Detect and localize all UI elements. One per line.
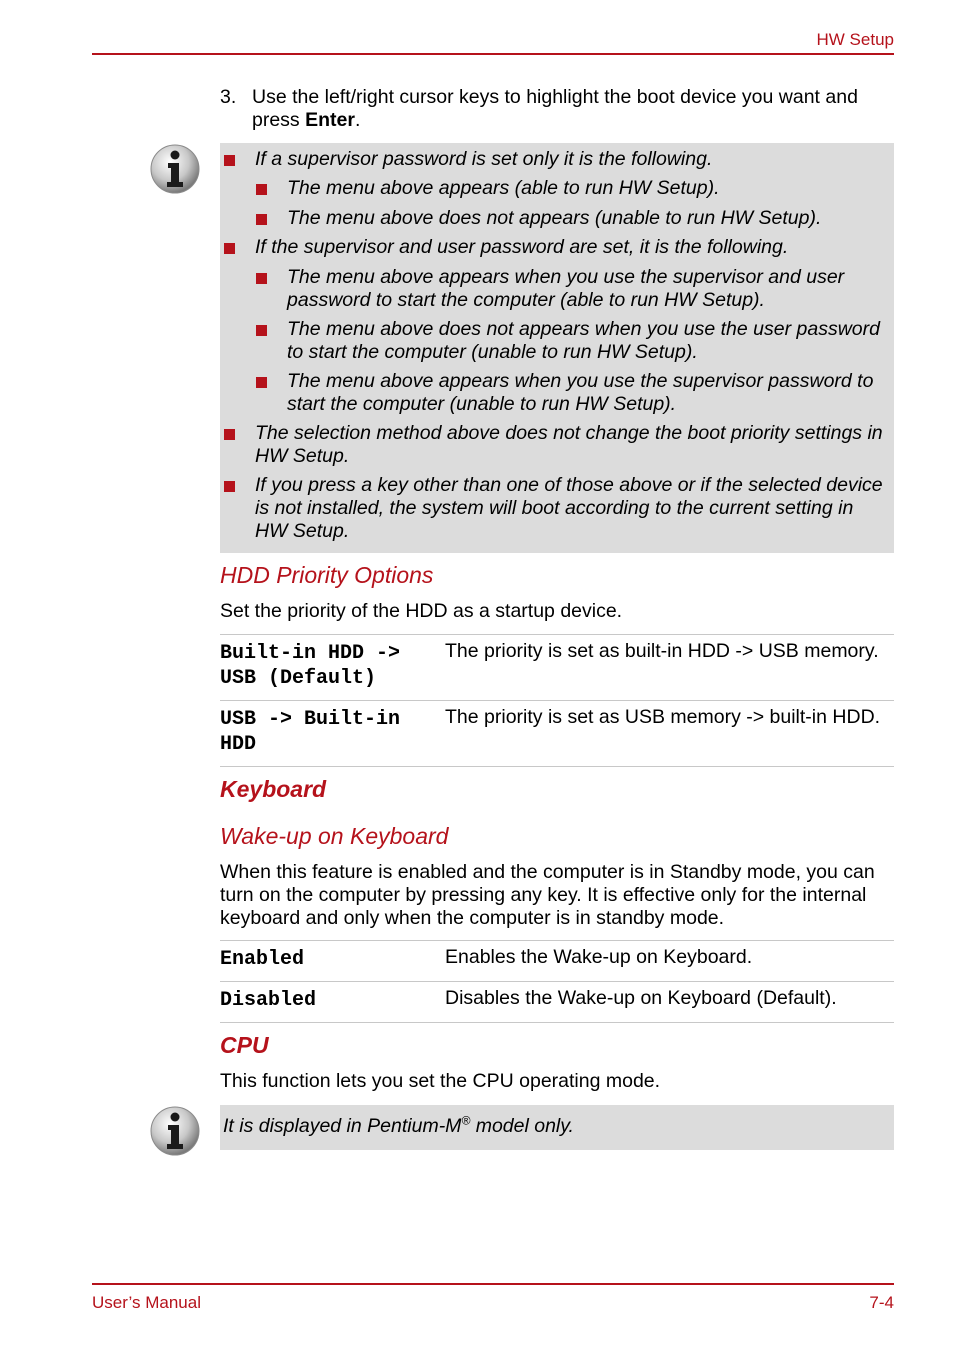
step-3: [220, 86, 890, 132]
table-row: [220, 982, 894, 1023]
square-bullet-icon: [256, 273, 267, 284]
table-row: [220, 635, 894, 701]
note-subbullet-item: The menu above appears (able to run HW Setup).: [256, 177, 890, 200]
note-subbullet-item: The menu above appears when you use the supervisor and user password to start the computer (able to run HW Setup).: [256, 266, 890, 312]
footer-manual-title: User’s Manual: [92, 1293, 201, 1312]
wakeup-options-table: [220, 940, 894, 1023]
note-bullet-item: If a supervisor password is set only it is the following.: [224, 148, 889, 171]
note-box-cpu: [220, 1105, 894, 1150]
footer-rule: [92, 1283, 894, 1285]
page-number: 7-4: [869, 1293, 894, 1312]
note-box-boot: [220, 143, 894, 553]
option-description: The priority is set as USB memory -> built-in HDD.: [445, 706, 881, 728]
cpu-heading: CPU: [220, 1032, 269, 1058]
square-bullet-icon: [256, 377, 267, 388]
option-term: Enabled: [220, 948, 305, 971]
cpu-note-text: It is displayed in Pentium-M® model only.: [223, 1113, 574, 1137]
step-text: Use the left/right cursor keys to highlight the boot device you want and press Enter.: [252, 86, 858, 131]
option-description: The priority is set as built-in HDD -> USB memory.: [445, 640, 879, 662]
hdd-options-table: [220, 634, 894, 767]
table-row: [220, 941, 894, 982]
square-bullet-icon: [256, 214, 267, 225]
wakeup-intro: When this feature is enabled and the computer is in Standby mode, you can turn on the computer by pressing any key. It is effective only for the internal keyboard and only when the computer is in standby mode.: [220, 861, 875, 929]
note-bullet-item: If you press a key other than one of those above or if the selected device is not installed, the system will boot according to the current setting in HW Setup.: [224, 474, 889, 543]
option-description: Enables the Wake-up on Keyboard.: [445, 946, 753, 968]
info-icon: [150, 144, 200, 194]
note-subbullet-item: The menu above does not appears (unable to run HW Setup).: [256, 207, 890, 230]
hdd-intro: Set the priority of the HDD as a startup device.: [220, 600, 623, 622]
keyboard-heading: Keyboard: [220, 776, 327, 802]
table-row: [220, 701, 894, 767]
wakeup-subheading: Wake-up on Keyboard: [220, 823, 449, 849]
step-number: 3.: [220, 86, 237, 108]
option-term: USB -> Built-in HDD: [220, 708, 401, 756]
square-bullet-icon: [224, 155, 235, 166]
note-bullet-item: The selection method above does not change the boot priority settings in HW Setup.: [224, 422, 889, 468]
square-bullet-icon: [224, 429, 235, 440]
running-header: HW Setup: [816, 30, 894, 49]
option-description: Disables the Wake-up on Keyboard (Default).: [445, 987, 837, 1009]
option-term: Built-in HDD -> USB (Default): [220, 642, 401, 690]
header-rule: [92, 53, 894, 55]
note-subbullet-item: The menu above appears when you use the supervisor password to start the computer (unable to run HW Setup).: [256, 370, 890, 416]
square-bullet-icon: [224, 481, 235, 492]
note-bullet-item: If the supervisor and user password are set, it is the following.: [224, 236, 889, 259]
note-subbullet-item: The menu above does not appears when you use the user password to start the computer (unable to run HW Setup).: [256, 318, 890, 364]
hdd-heading: HDD Priority Options: [220, 562, 434, 588]
cpu-intro: This function lets you set the CPU operating mode.: [220, 1070, 661, 1092]
square-bullet-icon: [256, 325, 267, 336]
square-bullet-icon: [224, 243, 235, 254]
square-bullet-icon: [256, 184, 267, 195]
info-icon: [150, 1106, 200, 1156]
option-term: Disabled: [220, 989, 317, 1012]
